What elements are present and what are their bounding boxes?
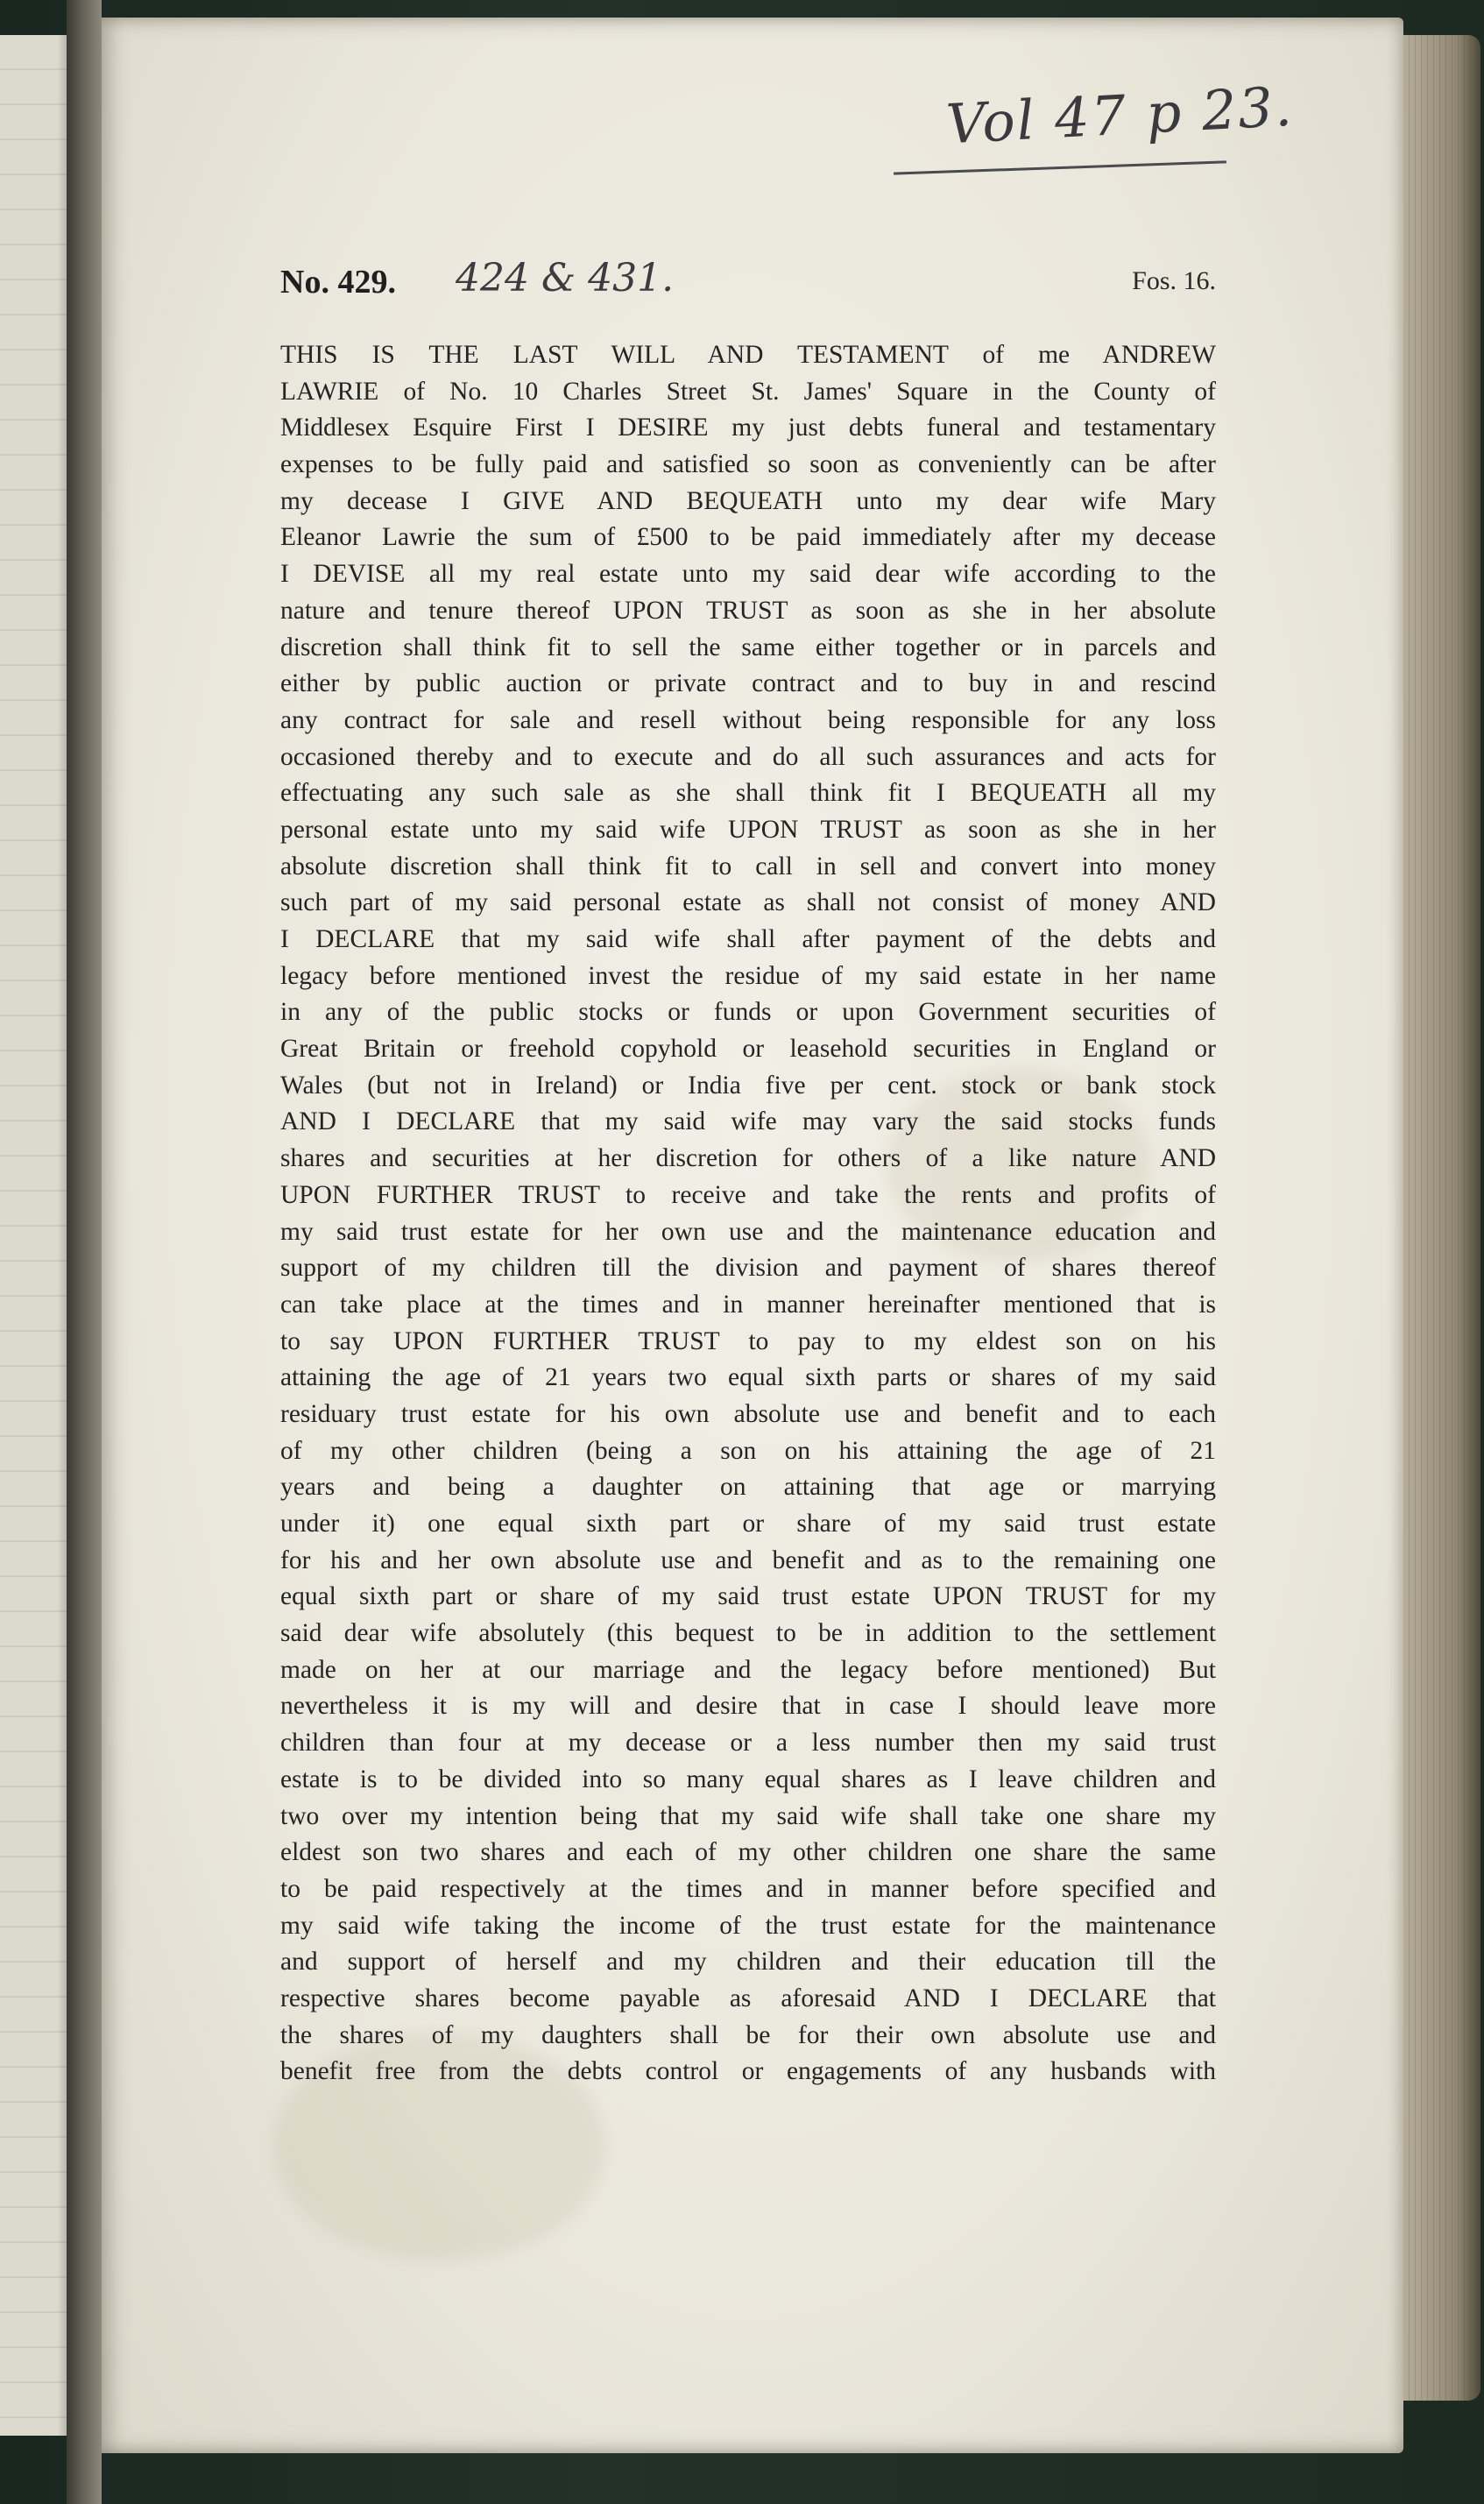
will-text-line: expenses to be fully paid and satisfied so soon as conveniently can be after	[280, 450, 1216, 479]
book-gutter	[67, 0, 102, 2504]
will-text-line: I DECLARE that my said wife shall after payment of the debts and	[280, 925, 1216, 953]
will-text-line: to be paid respectively at the times and in manner before specified and	[280, 1874, 1216, 1903]
will-text-line: nevertheless it is my will and desire that in case I should leave more	[280, 1692, 1216, 1721]
will-text-line: years and being a daughter on attaining that age or marrying	[280, 1473, 1216, 1502]
will-text-line: support of my children till the division and payment of shares thereof	[280, 1254, 1216, 1283]
will-text-line: I DEVISE all my real estate unto my said dear wife according to the	[280, 560, 1216, 589]
will-text-line: under it) one equal sixth part or share of my said trust estate	[280, 1510, 1216, 1538]
will-text-line: occasioned thereby and to execute and do all such assurances and acts for	[280, 742, 1216, 771]
document-number: No. 429.	[280, 264, 396, 301]
document-header	[280, 256, 1216, 324]
will-text-line: the shares of my daughters shall be for their own absolute use and	[280, 2020, 1216, 2049]
folio-count: Fos. 16.	[1132, 266, 1216, 295]
will-text-line: for his and her own absolute use and benefit and as to the remaining one	[280, 1546, 1216, 1574]
will-text-line: estate is to be divided into so many equal shares as I leave children and	[280, 1765, 1216, 1793]
will-text-line: nature and tenure thereof UPON TRUST as soon as she in her absolute	[280, 596, 1216, 625]
will-text-line: my said trust estate for her own use and the maintenance education and	[280, 1217, 1216, 1246]
will-text-line: of my other children (being a son on his attaining the age of 21	[280, 1436, 1216, 1465]
handwritten-volume-reference: Vol 47 p 23.	[944, 74, 1296, 157]
will-text-line: Wales (but not in Ireland) or India five per cent. stock or bank stock	[280, 1071, 1216, 1100]
will-text-line: eldest son two shares and each of my other children one share the same	[280, 1838, 1216, 1867]
will-text-line: effectuating any such sale as she shall think fit I BEQUEATH all my	[280, 779, 1216, 808]
will-text-line: said dear wife absolutely (this bequest to be in addition to the settlement	[280, 1619, 1216, 1648]
will-text-line: such part of my said personal estate as shall not consist of money AND	[280, 888, 1216, 917]
will-text-line: AND I DECLARE that my said wife may vary the said stocks funds	[280, 1107, 1216, 1136]
will-text-line: equal sixth part or share of my said trust estate UPON TRUST for my	[280, 1582, 1216, 1611]
will-text-line: LAWRIE of No. 10 Charles Street St. James' Square in the County of	[280, 377, 1216, 406]
will-text-line: my decease I GIVE AND BEQUEATH unto my dear wife Mary	[280, 486, 1216, 515]
will-text-line: THIS IS THE LAST WILL AND TESTAMENT of me ANDREW	[280, 341, 1216, 369]
will-text-line: to say UPON FURTHER TRUST to pay to my eldest son on his	[280, 1326, 1216, 1355]
will-text-line: residuary trust estate for his own absolute use and benefit and to each	[280, 1399, 1216, 1428]
will-text-line: Middlesex Esquire First I DESIRE my just debts funeral and testamentary	[280, 414, 1216, 442]
will-text-line: shares and securities at her discretion for others of a like nature AND	[280, 1144, 1216, 1173]
will-text-line: in any of the public stocks or funds or upon Government securities of	[280, 998, 1216, 1027]
will-text-line: and support of herself and my children and their education till the	[280, 1948, 1216, 1977]
will-text-line: my said wife taking the income of the trust estate for the maintenance	[280, 1911, 1216, 1940]
will-text-line: UPON FURTHER TRUST to receive and take the rents and profits of	[280, 1180, 1216, 1209]
will-text-line: benefit free from the debts control or engagements of any husbands with	[280, 2057, 1216, 2086]
handwritten-cross-reference: 424 & 431.	[456, 256, 675, 301]
will-text-line: respective shares become payable as aforesaid AND I DECLARE that	[280, 1984, 1216, 2012]
will-text-line: legacy before mentioned invest the residue of my said estate in her name	[280, 961, 1216, 990]
will-text-line: absolute discretion shall think fit to call in sell and convert into money	[280, 852, 1216, 881]
left-page-edge	[0, 35, 72, 2436]
will-text-line: made on her at our marriage and the legacy before mentioned) But	[280, 1655, 1216, 1684]
will-text-line: two over my intention being that my said wife shall take one share my	[280, 1801, 1216, 1830]
will-text-line: Eleanor Lawrie the sum of £500 to be paid immediately after my decease	[280, 523, 1216, 552]
will-text	[280, 337, 1216, 2090]
will-text-line: discretion shall think fit to sell the same either together or in parcels and	[280, 633, 1216, 661]
will-text-line: children than four at my decease or a less number then my said trust	[280, 1729, 1216, 1758]
will-text-line: personal estate unto my said wife UPON TRUST as soon as she in her	[280, 815, 1216, 844]
will-text-line: attaining the age of 21 years two equal sixth parts or shares of my said	[280, 1363, 1216, 1392]
will-text-line: either by public auction or private contract and to buy in and rescind	[280, 669, 1216, 698]
will-text-line: Great Britain or freehold copyhold or leasehold securities in England or	[280, 1035, 1216, 1064]
will-text-line: can take place at the times and in manner hereinafter mentioned that is	[280, 1290, 1216, 1319]
will-text-line: any contract for sale and resell without being responsible for any loss	[280, 705, 1216, 734]
